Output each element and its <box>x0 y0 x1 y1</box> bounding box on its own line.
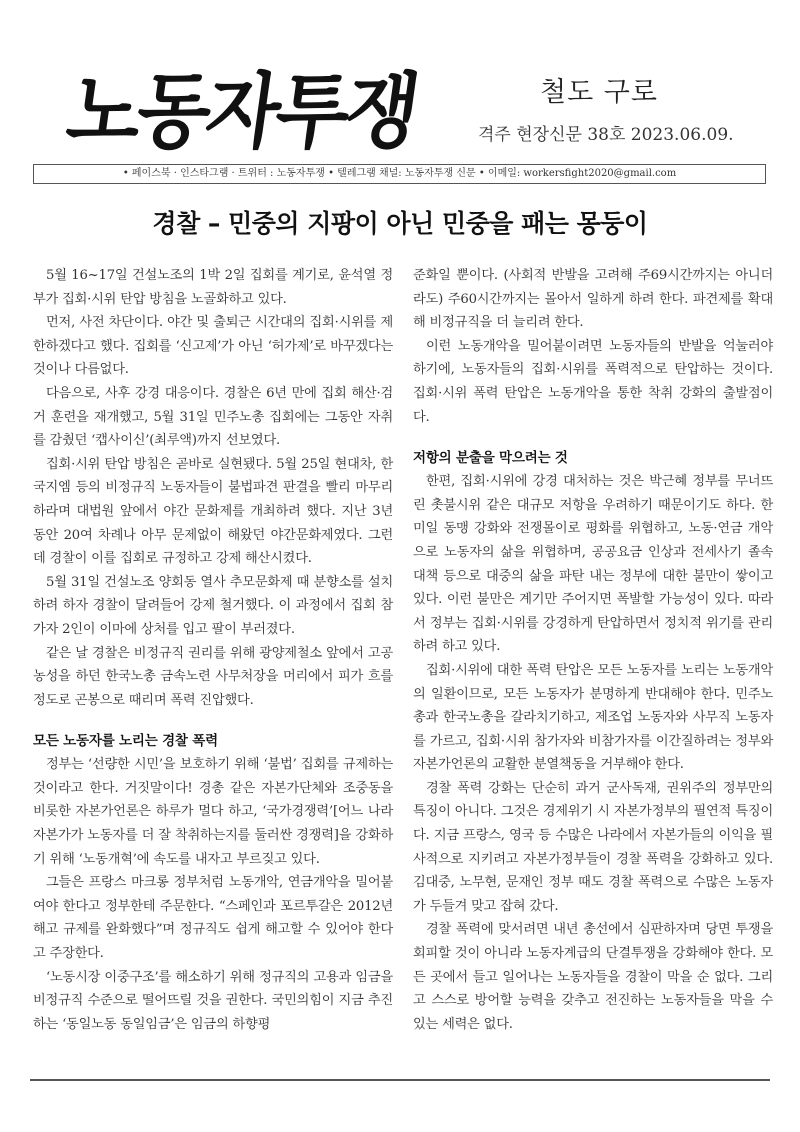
paragraph: 집회·시위 탄압 방침은 곧바로 실현됐다. 5월 25일 현대차, 한국지엠 등의 비정규직 노동자들이 불법파견 판결을 빨리 마무리하라며 대법원 앞에서 야간 문화제를 개최하려 했다. 지난 3년 동안 20여 차례나 아무 문제없이 해왔던 야간문화제였다. 그런데 경찰이 이를 집회로 규정하고 강제 해산시켰다. <box>33 456 393 567</box>
section-heading: 저항의 분출을 막으려는 것 <box>413 450 568 467</box>
contact-bar: • 페이스북 · 인스타그램 · 트위터 : 노동자투쟁 • 텔레그램 채널: 노동자투쟁 신문 • 이메일: workersfight2020@gmail.com <box>33 164 766 184</box>
paragraph: 준화일 뿐이다. (사회적 반발을 고려해 주69시간까지는 아니더라도) 주60시간까지는 몰아서 일하게 하려 한다. 파견제를 확대해 비정규직을 더 늘리려 한다. <box>413 268 773 331</box>
right-column <box>413 264 773 1036</box>
paragraph: 경찰 폭력 강화는 단순히 과거 군사독재, 권위주의 정부만의 특징이 아니다. 그것은 경제위기 시 자본가정부의 필연적 특징이다. 지금 프랑스, 영국 등 수많은 나라에서 자본가들의 이익을 필사적으로 지키려고 자본가정부들이 경찰 폭력을 강화하고 있다. 김대중, 노무현, 문재인 정부 때도 경찰 폭력으로 수많은 노동자가 두들겨 맞고 잡혀 갔다. <box>413 780 773 914</box>
paragraph: 그들은 프랑스 마크롱 정부처럼 노동개악, 연금개악을 밀어붙여야 한다고 정부한테 주문한다. “스페인과 포르투갈은 2012년 해고 규제를 완화했다”며 정규직도 쉽게 해고할 수 있어야 한다고 주장한다. <box>33 875 393 962</box>
paragraph: 경찰 폭력에 맞서려면 내년 총선에서 심판하자며 당면 투쟁을 회피할 것이 아니라 노동자계급의 단결투쟁을 강화해야 한다. 모든 곳에서 들고 일어나는 노동자들을 경찰이 막을 순 없다. 그리고 스스로 방어할 능력을 갖추고 전진하는 노동자들을 막을 수 있는 세력은 없다. <box>413 922 773 1032</box>
paragraph: ‘노동시장 이중구조’를 해소하기 위해 정규직의 고용과 임금을 비정규직 수준으로 떨어뜨릴 것을 권한다. 국민의힘이 지금 추진하는 ‘동일노동 동일임금’은 임금의 하향평 <box>33 969 393 1032</box>
article-headline: 경찰 – 민중의 지팡이 아닌 민중을 패는 몽둥이 <box>152 209 648 238</box>
paragraph: 먼저, 사전 차단이다. 야간 및 출퇴근 시간대의 집회·시위를 제한하겠다고 했다. 집회를 ‘신고제’가 아닌 ‘허가제’로 바꾸겠다는 것이나 다름없다. <box>33 315 393 378</box>
paragraph: 정부는 ‘선량한 시민’을 보호하기 위해 ‘불법’ 집회를 규제하는 것이라고 한다. 거짓말이다! 경총 같은 자본가단체와 조중동을 비롯한 자본가언론은 하루가 멀다 하고, ‘국가경쟁력’[어느 나라 자본가가 노동자를 더 잘 착취하는지를 둘러싼 경쟁력]을 강화하기 위해 ‘노동개혁’에 속도를 내자고 부르짖고 있다. <box>33 757 393 867</box>
left-column <box>33 264 393 1036</box>
paragraph: 5월 31일 건설노조 양회동 열사 추모문화제 때 분향소를 설치하려 하자 경찰이 달려들어 강제 철거했다. 이 과정에서 집회 참가자 2인이 이마에 상처를 입고 팔이 부러졌다. <box>33 574 393 637</box>
paragraph: 같은 날 경찰은 비정규직 권리를 위해 광양제철소 앞에서 고공농성을 하던 한국노총 금속노련 사무처장을 머리에서 피가 흐를 정도로 곤봉으로 때리며 폭력 진압했다. <box>33 645 393 708</box>
paragraph: 5월 16~17일 건설노조의 1박 2일 집회를 계기로, 윤석열 정부가 집회·시위 탄압 방침을 노골화하고 있다. <box>33 268 393 307</box>
paragraph: 이런 노동개악을 밀어붙이려면 노동자들의 반발을 억눌러야 하기에, 노동자들의 집회·시위를 폭력적으로 탄압하는 것이다. 집회·시위 폭력 탄압은 노동개악을 통한 착취 강화의 출발점이다. <box>413 338 773 425</box>
edition-name: 철도 구로 <box>540 77 658 108</box>
paragraph: 다음으로, 사후 강경 대응이다. 경찰은 6년 만에 집회 해산·검거 훈련을 재개했고, 5월 31일 민주노총 집회에는 그동안 자취를 감췄던 ‘캡사이신’(최루액)까지 선보였다. <box>33 385 393 449</box>
section-heading: 모든 노동자를 노리는 경찰 폭력 <box>33 733 218 750</box>
issue-info: 격주 현장신문 38호 2023.06.09. <box>478 125 734 145</box>
paragraph: 한편, 집회·시위에 강경 대처하는 것은 박근혜 정부를 무너뜨린 촛불시위 같은 대규모 저항을 우려하기 때문이기도 하다. 한미일 동맹 강화와 전쟁몰이로 평화를 위협하고, 노동·연금 개악으로 노동자의 삶을 위협하며, 공공요금 인상과 전세사기 졸속 대책 등으로 대중의 삶을 파탄 내는 정부에 대한 불만이 쌓이고 있다. 이런 불만은 계기만 주어지면 폭발할 가능성이 있다. 따라서 정부는 집회·시위를 강경하게 탄압하면서 정치적 위기를 관리하려 하고 있다. <box>413 474 773 655</box>
newspaper-logo: 노동자투쟁 <box>61 63 422 160</box>
bottom-divider <box>30 1079 770 1081</box>
paragraph: 집회·시위에 대한 폭력 탄압은 모든 노동자를 노리는 노동개악의 일환이므로, 모든 노동자가 분명하게 반대해야 한다. 민주노총과 한국노총을 갈라치기하고, 제조업 노동자와 사무직 노동자를 가르고, 집회·시위 참가자와 비참가자를 이간질하려는 정부와 자본가언론의 교활한 분열책동을 거부해야 한다. <box>413 662 773 773</box>
